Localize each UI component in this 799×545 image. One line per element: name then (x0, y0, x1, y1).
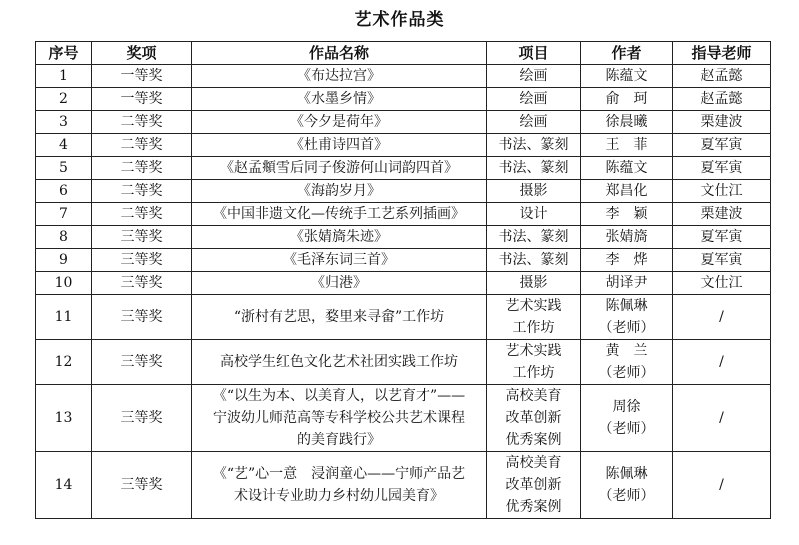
table-row (36, 203, 771, 226)
cell-author-line: （老师） (598, 365, 655, 381)
cell-advisor: / (673, 340, 771, 385)
cell-category-line: 优秀案例 (505, 499, 562, 515)
cell-category: 摄影 (487, 180, 581, 203)
cell-work: 《今夕是荷年》 (192, 111, 487, 134)
cell-author: 王 菲 (581, 134, 673, 157)
cell-category-line: 工作坊 (512, 320, 555, 336)
cell-category (487, 295, 581, 340)
header-advisor: 指导老师 (673, 42, 771, 65)
awards-table (35, 41, 771, 519)
cell-award: 二等奖 (92, 203, 192, 226)
cell-award: 三等奖 (92, 249, 192, 272)
cell-author (581, 295, 673, 340)
cell-author: 胡译尹 (581, 272, 673, 295)
cell-advisor: 文仕江 (673, 272, 771, 295)
cell-category: 书法、篆刻 (487, 134, 581, 157)
cell-category: 书法、篆刻 (487, 226, 581, 249)
cell-author-line: 周徐 (612, 399, 641, 415)
cell-award: 三等奖 (92, 385, 192, 452)
cell-advisor: / (673, 452, 771, 519)
cell-work-line: 宁波幼儿师范高等专科学校公共艺术课程 (213, 410, 465, 426)
header-author: 作者 (581, 42, 673, 65)
cell-advisor: 栗建波 (673, 111, 771, 134)
table-row (36, 249, 771, 272)
cell-category (487, 385, 581, 452)
cell-index: 10 (36, 272, 92, 295)
cell-award: 二等奖 (92, 180, 192, 203)
table-row (36, 452, 771, 519)
cell-advisor: 栗建波 (673, 203, 771, 226)
cell-category-line: 改革创新 (505, 477, 562, 493)
cell-author (581, 340, 673, 385)
cell-category: 绘画 (487, 65, 581, 88)
cell-award: 三等奖 (92, 272, 192, 295)
cell-award: 三等奖 (92, 452, 192, 519)
cell-work-line: 的美育践行》 (297, 432, 381, 448)
table-row (36, 111, 771, 134)
table-row (36, 340, 771, 385)
cell-work-line: 《“以生为本、以美育人，以艺育才”—— (212, 388, 466, 404)
table-row (36, 180, 771, 203)
cell-category-line: 高校美育 (505, 388, 562, 404)
cell-index: 12 (36, 340, 92, 385)
cell-work: “浙村有艺思，婺里来寻畲”工作坊 (192, 295, 487, 340)
cell-award: 二等奖 (92, 111, 192, 134)
cell-category-line: 高校美育 (505, 455, 562, 471)
cell-author-line: （老师） (598, 488, 655, 504)
cell-index: 2 (36, 88, 92, 111)
cell-index: 6 (36, 180, 92, 203)
cell-index: 9 (36, 249, 92, 272)
cell-work-line: 术设计专业助力乡村幼儿园美育》 (234, 488, 444, 504)
cell-category-line: 艺术实践 (505, 298, 562, 314)
header-index: 序号 (36, 42, 92, 65)
table-row (36, 88, 771, 111)
cell-author-line: 陈佩琳 (605, 466, 648, 482)
cell-author: 李 颖 (581, 203, 673, 226)
table-row (36, 157, 771, 180)
cell-index: 3 (36, 111, 92, 134)
cell-index: 13 (36, 385, 92, 452)
cell-work: 《赵孟頫雪后同子俊游何山词韵四首》 (192, 157, 487, 180)
cell-index: 1 (36, 65, 92, 88)
cell-work: 《张婧旖朱迹》 (192, 226, 487, 249)
cell-advisor: 夏军寅 (673, 226, 771, 249)
header-work: 作品名称 (192, 42, 487, 65)
cell-author: 俞 珂 (581, 88, 673, 111)
cell-advisor: 夏军寅 (673, 134, 771, 157)
cell-index: 8 (36, 226, 92, 249)
cell-category: 绘画 (487, 88, 581, 111)
cell-category: 设计 (487, 203, 581, 226)
cell-advisor: / (673, 385, 771, 452)
cell-author-line: （老师） (598, 421, 655, 437)
cell-work: 《布达拉宫》 (192, 65, 487, 88)
cell-category: 摄影 (487, 272, 581, 295)
cell-category: 书法、篆刻 (487, 249, 581, 272)
cell-work: 《杜甫诗四首》 (192, 134, 487, 157)
cell-index: 14 (36, 452, 92, 519)
cell-index: 11 (36, 295, 92, 340)
cell-index: 5 (36, 157, 92, 180)
cell-author-line: 黄 兰 (605, 343, 648, 359)
cell-author-line: 陈佩琳 (605, 298, 648, 314)
cell-award: 二等奖 (92, 157, 192, 180)
header-category: 项目 (487, 42, 581, 65)
cell-work: 《归港》 (192, 272, 487, 295)
cell-advisor: 夏军寅 (673, 249, 771, 272)
cell-work-line: 《“艺”心一意 浸润童心——宁师产品艺 (212, 466, 466, 482)
cell-category-line: 艺术实践 (505, 343, 562, 359)
cell-advisor: 赵孟懿 (673, 65, 771, 88)
cell-advisor: 赵孟懿 (673, 88, 771, 111)
cell-author: 陈蕴文 (581, 157, 673, 180)
cell-work: 《水墨乡情》 (192, 88, 487, 111)
table-row (36, 272, 771, 295)
cell-category-line: 工作坊 (512, 365, 555, 381)
cell-work: 高校学生红色文化艺术社团实践工作坊 (192, 340, 487, 385)
cell-category-line: 优秀案例 (505, 432, 562, 448)
cell-category-line: 改革创新 (505, 410, 562, 426)
cell-category (487, 452, 581, 519)
cell-award: 三等奖 (92, 340, 192, 385)
cell-author: 张婧旖 (581, 226, 673, 249)
cell-advisor: 文仕江 (673, 180, 771, 203)
cell-work: 《海韵岁月》 (192, 180, 487, 203)
table-row (36, 65, 771, 88)
cell-work: 《中国非遗文化—传统手工艺系列插画》 (192, 203, 487, 226)
table-row (36, 385, 771, 452)
table-row (36, 134, 771, 157)
cell-index: 4 (36, 134, 92, 157)
header-award: 奖项 (92, 42, 192, 65)
cell-author (581, 452, 673, 519)
cell-advisor: 夏军寅 (673, 157, 771, 180)
cell-award: 一等奖 (92, 88, 192, 111)
cell-award: 三等奖 (92, 295, 192, 340)
page-title: 艺术作品类 (354, 10, 445, 30)
cell-award: 一等奖 (92, 65, 192, 88)
cell-category: 绘画 (487, 111, 581, 134)
cell-category: 书法、篆刻 (487, 157, 581, 180)
cell-author: 徐晨曦 (581, 111, 673, 134)
cell-author: 李 烨 (581, 249, 673, 272)
cell-author: 郑昌化 (581, 180, 673, 203)
cell-advisor: / (673, 295, 771, 340)
cell-category (487, 340, 581, 385)
cell-work (192, 385, 487, 452)
cell-author: 陈蕴文 (581, 65, 673, 88)
cell-work: 《毛泽东词三首》 (192, 249, 487, 272)
cell-author (581, 385, 673, 452)
cell-award: 三等奖 (92, 226, 192, 249)
table-row (36, 295, 771, 340)
cell-award: 二等奖 (92, 134, 192, 157)
cell-index: 7 (36, 203, 92, 226)
table-row (36, 226, 771, 249)
cell-work (192, 452, 487, 519)
table-header-row (36, 42, 771, 65)
cell-author-line: （老师） (598, 320, 655, 336)
